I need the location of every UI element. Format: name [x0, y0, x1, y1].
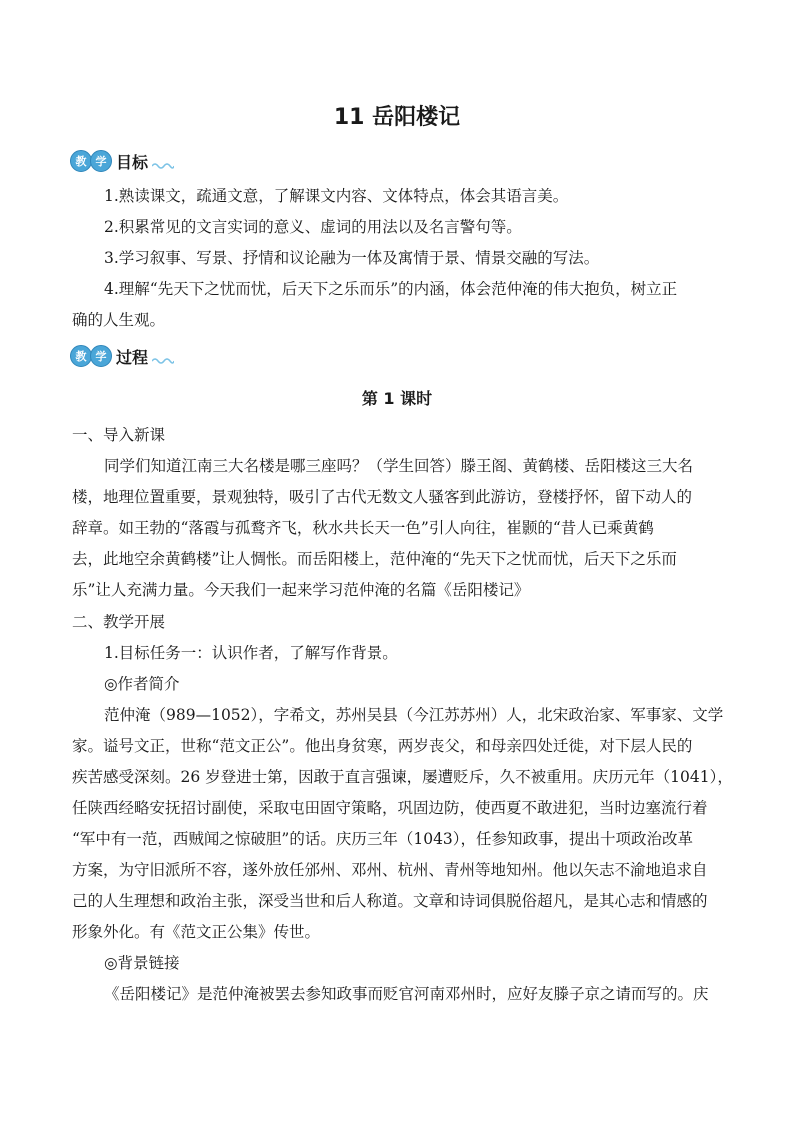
badge-char: 教: [70, 150, 92, 172]
section-label: 目标: [116, 152, 149, 172]
author-line-6: 方案，为守旧派所不容，遂外放任邠州、邓州、杭州、青州等地知州。他以矢志不渝地追求自: [72, 861, 708, 879]
task-1: 1.目标任务一：认识作者，了解写作背景。: [104, 644, 398, 662]
intro-line-5: 乐”让人充满力量。今天我们一起来学习范仲淹的名篇《岳阳楼记》: [72, 581, 530, 599]
intro-line-4: 去，此地空余黄鹤楼”让人惆怅。而岳阳楼上，范仲淹的“先天下之忧而忧，后天下之乐而: [72, 550, 677, 568]
objective-1: 1.熟读课文，疏通文意，了解课文内容、文体特点，体会其语言美。: [104, 187, 569, 205]
author-line-3: 疾苦感受深刻。26 岁登进士第，因敢于直言强谏，屡遭贬斥，久不被重用。庆历元年（1041），: [72, 768, 733, 786]
wave-icon: [152, 356, 174, 364]
author-line-5: “军中有一范，西贼闻之惊破胆”的话。庆历三年（1043），任参知政事，提出十项政治改革: [72, 830, 694, 848]
background-line-1: 《岳阳楼记》是范仲淹被罢去参知政事而贬官河南邓州时，应好友滕子京之请而写的。庆: [104, 985, 709, 1003]
objective-2: 2.积累常见的文言实词的意义、虚词的用法以及名言警句等。: [104, 218, 522, 236]
author-line-1: 范仲淹（989—1052），字希文，苏州吴县（今江苏苏州）人，北宋政治家、军事家、文学: [104, 706, 724, 724]
author-line-8: 形象外化。有《范文正公集》传世。: [72, 923, 321, 941]
objectives-heading: [70, 147, 174, 175]
page-title: 11 岳阳楼记: [333, 105, 461, 130]
author-line-7: 己的人生理想和政治主张，深受当世和后人称道。文章和诗词俱脱俗超凡，是其心志和情感的: [72, 892, 708, 910]
badge-char: 教: [70, 345, 92, 367]
intro-line-2: 楼，地理位置重要，景观独特，吸引了古代无数文人骚客到此游访，登楼抒怀，留下动人的: [72, 488, 693, 506]
objective-4: 4.理解“先天下之忧而忧，后天下之乐而乐”的内涵，体会范仲淹的伟大抱负，树立正: [104, 280, 678, 298]
intro-line-1: 同学们知道江南三大名楼是哪三座吗？（学生回答）滕王阁、黄鹤楼、岳阳楼这三大名: [104, 457, 694, 475]
author-heading: ◎作者简介: [104, 675, 180, 693]
process-heading: [70, 342, 174, 370]
objective-4-cont: 确的人生观。: [72, 311, 166, 329]
background-heading: ◎背景链接: [104, 954, 180, 972]
section-label: 过程: [116, 347, 149, 367]
lesson-title: 第 1 课时: [361, 389, 433, 408]
badge-char: 学: [90, 345, 112, 367]
intro-line-3: 辞章。如王勃的“落霞与孤鹜齐飞，秋水共长天一色”引人向往，崔颢的“昔人已乘黄鹤: [72, 519, 654, 537]
wave-icon: [152, 161, 174, 169]
intro-heading: 一、导入新课: [72, 426, 166, 444]
author-line-4: 任陕西经略安抚招讨副使，采取屯田固守策略，巩固边防，使西夏不敢进犯，当时边塞流行着: [72, 799, 708, 817]
objective-3: 3.学习叙事、写景、抒情和议论融为一体及寓情于景、情景交融的写法。: [104, 249, 600, 267]
badge-char: 学: [90, 150, 112, 172]
section-badge: [70, 345, 110, 367]
section-badge: [70, 150, 110, 172]
author-line-2: 家。谥号文正，世称“范文正公”。他出身贫寒，两岁丧父，和母亲四处迁徙，对下层人民的: [72, 737, 693, 755]
develop-heading: 二、教学开展: [72, 613, 166, 631]
